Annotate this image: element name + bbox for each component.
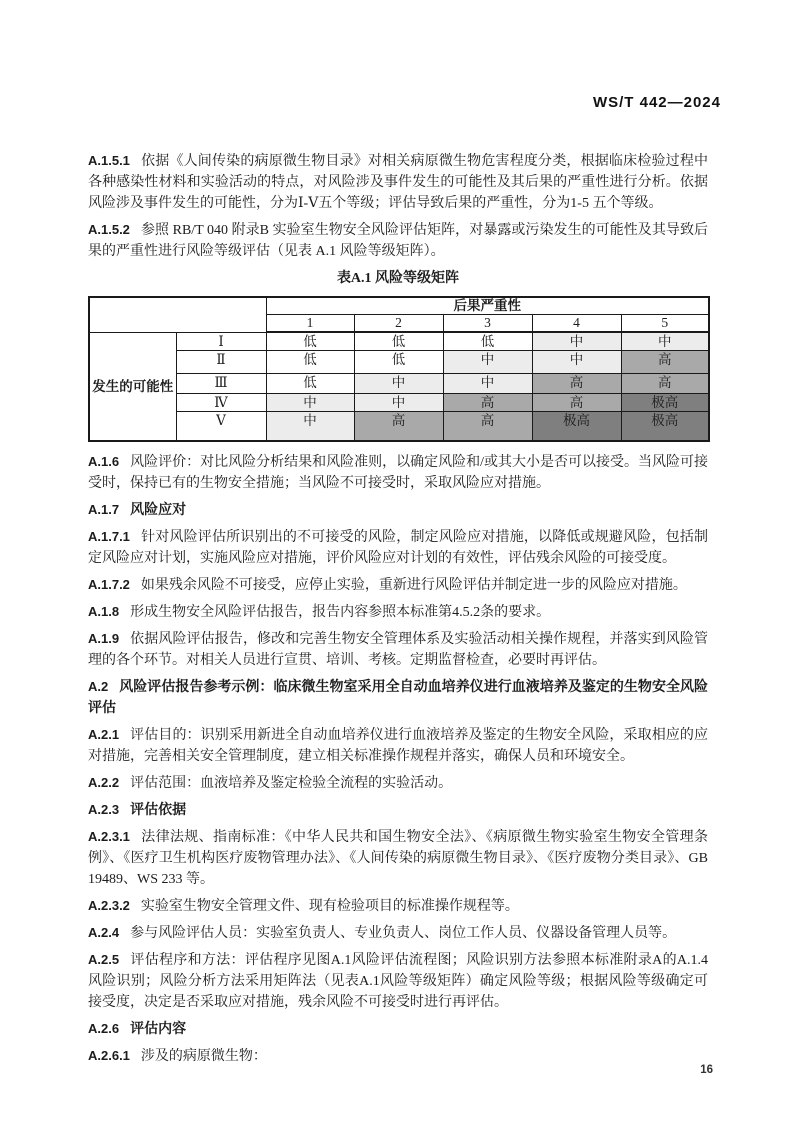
clause-text: 参与风险评估人员：实验室负责人、专业负责人、岗位工作人员、仪器设备管理人员等。 (130, 925, 677, 941)
clause-text: 形成生物安全风险评估报告，报告内容参照本标准第4.5.2条的要求。 (130, 604, 551, 620)
row-header: Ⅲ (176, 374, 266, 394)
risk-cell: 高 (621, 374, 709, 394)
clause-number: A.2.3.1 (88, 828, 130, 844)
risk-cell: 极高 (621, 394, 709, 412)
risk-cell: 低 (266, 332, 354, 351)
risk-cell: 中 (443, 351, 532, 374)
clause-text: 实验室生物安全管理文件、现有检验项目的标准操作规程等。 (140, 898, 519, 914)
row-header: Ⅱ (176, 351, 266, 374)
clause-text: 如果残余风险不可接受，应停止实验，重新进行风险评估并制定进一步的风险应对措施。 (140, 577, 687, 593)
clause-number: A.2.6.1 (88, 1047, 130, 1063)
risk-cell: 中 (266, 412, 354, 441)
column-header: 5 (621, 315, 709, 333)
risk-cell: 中 (354, 394, 443, 412)
risk-cell: 中 (532, 351, 621, 374)
risk-cell: 低 (354, 332, 443, 351)
risk-cell: 高 (532, 374, 621, 394)
clause-a-2-6-1 (88, 1045, 708, 1067)
risk-cell: 高 (443, 394, 532, 412)
row-header: Ⅴ (176, 412, 266, 441)
column-header: 4 (532, 315, 621, 333)
clause-a-2-4 (88, 922, 708, 944)
clause-text: 法律法规、指南标准：《中华人民共和国生物安全法》、《病原微生物实验室生物安全管理条例》、《医疗卫生机构医疗废物管理办法》、《人间传染的病原微生物目录》、《医疗废物分类目录》、GB 19489、WS 233 等。 (88, 829, 708, 887)
clause-number: A.2.4 (88, 924, 120, 940)
clause-a-2-3-heading (88, 799, 708, 821)
clause-a-1-9 (88, 628, 708, 671)
clause-number: A.2.1 (88, 726, 120, 742)
clause-a-2-heading (88, 676, 708, 719)
table-corner-cell (89, 297, 266, 332)
clause-text: 参照 RB/T 040 附录B 实验室生物安全风险评估矩阵，对暴露或污染发生的可能性及其导致后果的严重性进行风险等级评估（见表 A.1 风险等级矩阵）。 (88, 223, 708, 259)
page-number: 16 (700, 1064, 713, 1076)
column-header: 3 (443, 315, 532, 333)
clause-text: 风险应对 (130, 502, 187, 518)
clause-text: 针对风险评估所识别出的不可接受的风险，制定风险应对措施，以降低或规避风险，包括制定风险应对计划，实施风险应对措施，评价风险应对计划的有效性，评估残余风险的可接受度。 (88, 529, 708, 566)
clause-number: A.1.6 (88, 453, 120, 469)
risk-cell: 极高 (621, 412, 709, 441)
clause-text: 评估范围：血液培养及鉴定检验全流程的实验活动。 (130, 775, 453, 791)
risk-cell: 中 (621, 332, 709, 351)
column-header: 1 (266, 315, 354, 333)
risk-cell: 高 (621, 351, 709, 374)
clause-text: 涉及的病原微生物： (140, 1048, 267, 1064)
clause-number: A.2 (88, 678, 109, 694)
clause-number: A.1.7 (88, 501, 120, 517)
column-header: 2 (354, 315, 443, 333)
risk-cell: 低 (443, 332, 532, 351)
clause-number: A.1.5.2 (88, 222, 130, 237)
clause-text: 评估依据 (130, 802, 187, 818)
clause-number: A.1.5.1 (88, 153, 130, 168)
risk-cell: 低 (354, 351, 443, 374)
clause-number: A.2.3.2 (88, 897, 130, 913)
clause-a-2-1 (88, 724, 708, 767)
risk-cell: 中 (266, 394, 354, 412)
clause-text: 依据《人间传染的病原微生物目录》对相关病原微生物危害程度分类，根据临床检验过程中各种感染性材料和实验活动的特点，对风险涉及事件发生的可能性及其后果的严重性进行分析。依据风险涉及事件发生的可能性，分为Ⅰ-Ⅴ五个等级；评估导致后果的严重性，分为1-5 五个等级。 (88, 154, 708, 211)
clause-a-2-6-heading (88, 1018, 708, 1040)
clause-a-1-7-2 (88, 574, 708, 596)
risk-cell: 中 (532, 332, 621, 351)
risk-cell: 低 (266, 351, 354, 374)
clause-number: A.1.9 (88, 630, 120, 646)
clause-a-1-5-1 (88, 150, 708, 214)
clause-text: 依据风险评估报告，修改和完善生物安全管理体系及实验活动相关操作规程，并落实到风险管理的各个环节。对相关人员进行宣贯、培训、考核。定期监督检查，必要时再评估。 (88, 631, 708, 668)
clause-a-2-3-1 (88, 826, 708, 890)
clause-text: 评估程序和方法：评估程序见图A.1风险评估流程图；风险识别方法参照本标准附录A的A.1.4风险识别；风险分析方法采用矩阵法（见表A.1风险等级矩阵）确定风险等级；根据风险等级确定可接受度，决定是否采取应对措施，残余风险不可接受时进行再评估。 (88, 952, 708, 1010)
clause-number: A.1.7.2 (88, 576, 130, 592)
risk-cell: 极高 (532, 412, 621, 441)
risk-cell: 中 (443, 374, 532, 394)
document-code: WS/T 442—2024 (592, 94, 721, 111)
clause-text: 评估内容 (130, 1021, 187, 1037)
clause-number: A.1.7.1 (88, 528, 130, 544)
clause-a-1-6 (88, 451, 708, 494)
clause-text: 风险评价：对比风险分析结果和风险准则，以确定风险和/或其大小是否可以接受。当风险可接受时，保持已有的生物安全措施；当风险不可接受时，采取风险应对措施。 (88, 454, 708, 491)
table-title: 表A.1 风险等级矩阵 (336, 271, 460, 286)
risk-cell: 中 (354, 374, 443, 394)
clause-number: A.2.3 (88, 801, 120, 817)
risk-cell: 高 (443, 412, 532, 441)
clause-number: A.1.8 (88, 603, 120, 619)
clause-a-1-5-2 (88, 219, 708, 262)
risk-cell: 高 (532, 394, 621, 412)
row-group-header: 发生的可能性 (89, 332, 176, 441)
clause-number: A.2.2 (88, 774, 120, 790)
risk-cell: 低 (266, 374, 354, 394)
row-header: Ⅰ (176, 332, 266, 351)
clause-number: A.2.5 (88, 951, 120, 967)
risk-cell: 高 (354, 412, 443, 441)
risk-matrix-table (88, 296, 710, 442)
clause-a-1-7-heading (88, 499, 708, 521)
row-header: Ⅳ (176, 394, 266, 412)
clause-a-1-8 (88, 601, 708, 623)
clause-a-1-7-1 (88, 526, 708, 569)
page-content (88, 150, 708, 1072)
clause-text: 评估目的：识别采用新进全自动血培养仪进行血液培养及鉴定的生物安全风险，采取相应的应对措施，完善相关安全管理制度，建立相关标准操作规程并落实，确保人员和环境安全。 (88, 727, 708, 764)
clause-a-2-2 (88, 772, 708, 794)
clause-number: A.2.6 (88, 1020, 120, 1036)
column-group-header: 后果严重性 (266, 297, 709, 315)
clause-text: 风险评估报告参考示例：临床微生物室采用全自动血培养仪进行血液培养及鉴定的生物安全风险评估 (88, 679, 708, 716)
clause-a-2-3-2 (88, 895, 708, 917)
clause-a-2-5 (88, 949, 708, 1013)
